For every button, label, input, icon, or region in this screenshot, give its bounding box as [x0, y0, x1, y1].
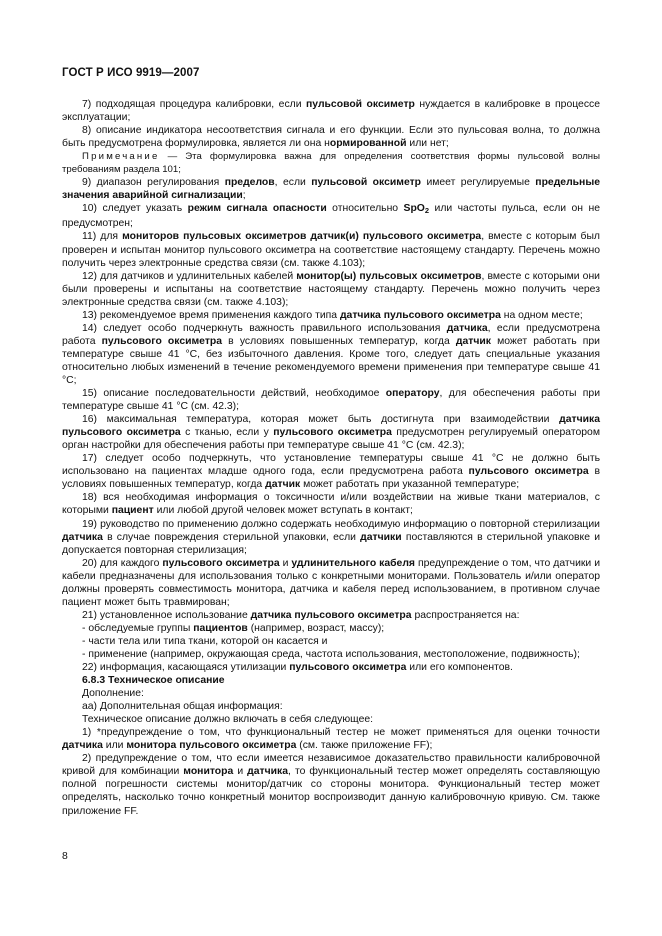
text-run: , для обеспечения работы при температуре свыше 41 °С (см. 42.3);: [62, 388, 600, 413]
paragraph: [62, 387, 600, 413]
paragraph: [62, 322, 600, 387]
bold-run: SpO: [403, 203, 425, 215]
text-run: 14) следует особо подчеркнуть важность правильного использования: [82, 322, 447, 334]
paragraph: [62, 124, 600, 150]
bold-run: датчик: [265, 479, 301, 491]
text-run: 22) информация, касающаяся утилизации: [82, 662, 290, 674]
bold-run: датчика: [247, 766, 289, 778]
bold-run: пульсового оксиметра: [468, 466, 589, 478]
list-item: [62, 648, 600, 661]
bold-run: датчик: [455, 335, 491, 347]
text-run: или любой другой человек может вступать в контакт;: [153, 505, 413, 517]
bold-run: монитор(ы) пульсовых оксиметров: [296, 270, 482, 282]
text-run: - обследуемые группы: [82, 622, 194, 634]
text-run: 9) диапазон регулирования: [82, 177, 225, 189]
text-run: (например, возраст, массу);: [247, 622, 385, 634]
bold-run: мониторов пульсовых оксиметров датчик(и) пульсового оксиметра: [122, 231, 482, 243]
bold-run: датчика пульсового оксиметра: [62, 414, 600, 439]
bold-run: датчика пульсового оксиметра: [339, 309, 501, 321]
paragraph: [62, 413, 600, 452]
text-run: 18) вся необходимая информация о токсичности и/или воздействии на живые ткани материалов, с которыми: [62, 492, 600, 517]
text-run: или частоты пульса, если он не предусмотрен;: [62, 203, 600, 230]
text-run: и: [233, 766, 248, 778]
bold-run: пульсового оксиметра: [162, 557, 280, 569]
paragraph: [62, 609, 600, 622]
paragraph: [62, 176, 600, 202]
text-run: предупреждение о том, что датчики и кабели предназначены для использования только с конкретными мониторами. Пользователь и/или оператор должны проверять совместимость монитора, датчика и кабеля перед использованием, в противном случае пациент может быть травмирован;: [62, 557, 600, 608]
bold-run: оператору: [385, 388, 440, 400]
text-run: аа) Дополнительная общая информация:: [82, 701, 283, 713]
bold-run: предельные значения аварийной сигнализации: [62, 177, 600, 202]
text-run: - применение (например, окружающая среда, частота использования, местоположение, подвижность);: [82, 648, 580, 660]
text-run: ;: [242, 190, 246, 202]
text-run: предусмотрен регулируемый оператором орган настройки для обеспечения работы при температуре свыше 41 °С (см. 42.3);: [62, 427, 600, 452]
bold-run: пределов: [224, 177, 275, 189]
text-run: нуждается в калибровке в процессе эксплуатации;: [62, 99, 601, 124]
bold-run: пульсового оксиметра: [289, 662, 407, 674]
bold-run: монитора: [183, 766, 234, 778]
text-run: , если предусмотрена работа: [62, 322, 601, 347]
bold-run: 2: [424, 206, 430, 216]
text-run: Дополнение:: [82, 688, 144, 700]
text-run: , вместе с которыми они были проверены и испытаны на соответствие настоящему стандарту. Перечень можно получить через электронные средства связи (см. также 4.103);: [62, 270, 600, 308]
text-run: 1) *предупреждение о том, что функциональный тестер не может применяться для оценки точности: [82, 727, 600, 739]
text-run: 7) подходящая процедура калибровки, если: [82, 99, 307, 110]
text-run: (см. также приложение FF);: [296, 740, 433, 752]
text-run: , вместе с которым был проверен и испытан монитор пульсового оксиметра на соответствие настоящему стандарту. Перечень можно получить через электронные средства связи (см. также 4.103);: [62, 231, 600, 269]
text-run: 19) руководство по применению должно содержать необходимую информацию о повторной стерилизации: [82, 518, 600, 530]
section-heading: [62, 674, 600, 687]
bold-run: пульсовой оксиметр: [311, 177, 422, 189]
bold-run: датчика: [446, 322, 488, 334]
paragraph: [62, 557, 600, 609]
bold-run: ормированной: [329, 138, 407, 150]
paragraph: [62, 518, 600, 557]
text-run: распространяется на:: [411, 609, 520, 621]
bold-run: пациент: [111, 505, 154, 517]
text-run: имеет регулируемые: [421, 177, 536, 189]
paragraph: [62, 661, 600, 674]
text-run: 13) рекомендуемое время применения каждого типа: [82, 309, 340, 321]
paragraph: [62, 202, 600, 230]
paragraph: [62, 687, 600, 700]
bold-run: режим сигнала опасности: [187, 203, 327, 215]
bold-run: удлинительного кабеля: [291, 557, 415, 569]
paragraph: [62, 230, 600, 269]
paragraph: [62, 309, 600, 322]
text-run: в случае повреждения стерильной упаковки, если: [102, 531, 361, 543]
page-number: 8: [62, 851, 68, 862]
bold-run: датчики: [360, 531, 402, 543]
text-run: на одном месте;: [500, 309, 583, 321]
text-run: 20) для каждого: [82, 557, 163, 569]
text-run: или нет;: [406, 138, 449, 150]
bold-run: датчика: [62, 531, 103, 543]
paragraph: [62, 713, 600, 726]
bold-run: пульсовой оксиметр: [306, 99, 415, 110]
text-run: может работать при указанной температуре;: [300, 479, 520, 491]
text-run: — Эта формулировка важна для определения соответствия формы пульсовой волны требованиям раздела 101;: [62, 151, 600, 176]
bold-run: монитора пульсового оксиметра: [126, 740, 297, 752]
bold-run: пациентов: [193, 622, 248, 634]
list-item: [62, 622, 600, 635]
text-run: 16) максимальная температура, которая может быть достигнута при взаимодействии: [82, 414, 560, 426]
text-run: в условиях повышенных температур, когда: [222, 335, 456, 347]
text-run: может работать при температуре свыше 41 °С, без избыточного давления. Кроме того, следует дать специальные указания относительно любых изменений в течение рекомендуемого времени применения при температуре свыше 41 °С;: [62, 335, 600, 386]
text-run: и: [279, 557, 292, 569]
text-run: - части тела или типа ткани, которой он касается и: [82, 635, 328, 647]
text-run: 2) предупреждение о том, что если имеется независимое доказательство правильности калибровочной кривой для комбинации: [62, 753, 600, 778]
text-run: 10) следует указать: [82, 203, 188, 215]
paragraph: [62, 270, 600, 309]
bold-run: 6.8.3 Техническое описание: [82, 675, 225, 687]
bold-run: пульсового оксиметра: [273, 427, 392, 439]
text-run: относительно: [326, 203, 404, 215]
note-paragraph: [62, 150, 600, 176]
text-run: или его компонентов.: [406, 662, 513, 674]
paragraph: [62, 752, 600, 817]
document-header: ГОСТ Р ИСО 9919—2007: [62, 67, 200, 79]
text-run: с тканью, если у: [180, 427, 274, 439]
paragraph: [62, 726, 600, 752]
paragraph: [62, 491, 600, 517]
text-run: 8) описание индикатора несоответствия сигнала и его функции. Если это пульсовая волна, то должна быть предусмотрена формулировка, является ли она н: [62, 125, 600, 150]
paragraph: [62, 700, 600, 713]
text-run: 17) следует особо подчеркнуть, что установление температуры свыше 41 °С не должно быть использовано на пациентах младше одного года, если предусмотрена работа: [62, 453, 600, 478]
text-run: Примечание: [82, 151, 160, 163]
text-run: 12) для датчиков и удлинительных кабелей: [82, 270, 297, 282]
bold-run: пульсового оксиметра: [101, 335, 223, 347]
text-run: , если: [274, 177, 312, 189]
paragraph: [62, 452, 600, 491]
text-run: , то функциональный тестер может определять составляющую полной погрешности системы монитор/датчик со стороны монитора. Функциональный тестер может определять, насколько точно конкретный монитор воспроизводит данную калибровочную кривую. См. также приложение FF.: [62, 766, 601, 817]
text-run: 21) установленное использование: [82, 609, 251, 621]
bold-run: датчика: [62, 740, 103, 752]
text-run: 15) описание последовательности действий, необходимое: [82, 388, 386, 400]
document-body: [62, 98, 600, 818]
text-run: поставляются в стерильной упаковке и допускается повторная стерилизация;: [62, 531, 600, 556]
list-item: [62, 635, 600, 648]
text-run: Техническое описание должно включать в себя следующее:: [82, 714, 374, 726]
text-run: 11) для: [82, 231, 123, 243]
text-run: в условиях повышенных температур, когда: [62, 466, 600, 491]
bold-run: датчика пульсового оксиметра: [250, 609, 412, 621]
text-run: или: [102, 740, 127, 752]
paragraph: [62, 98, 600, 124]
